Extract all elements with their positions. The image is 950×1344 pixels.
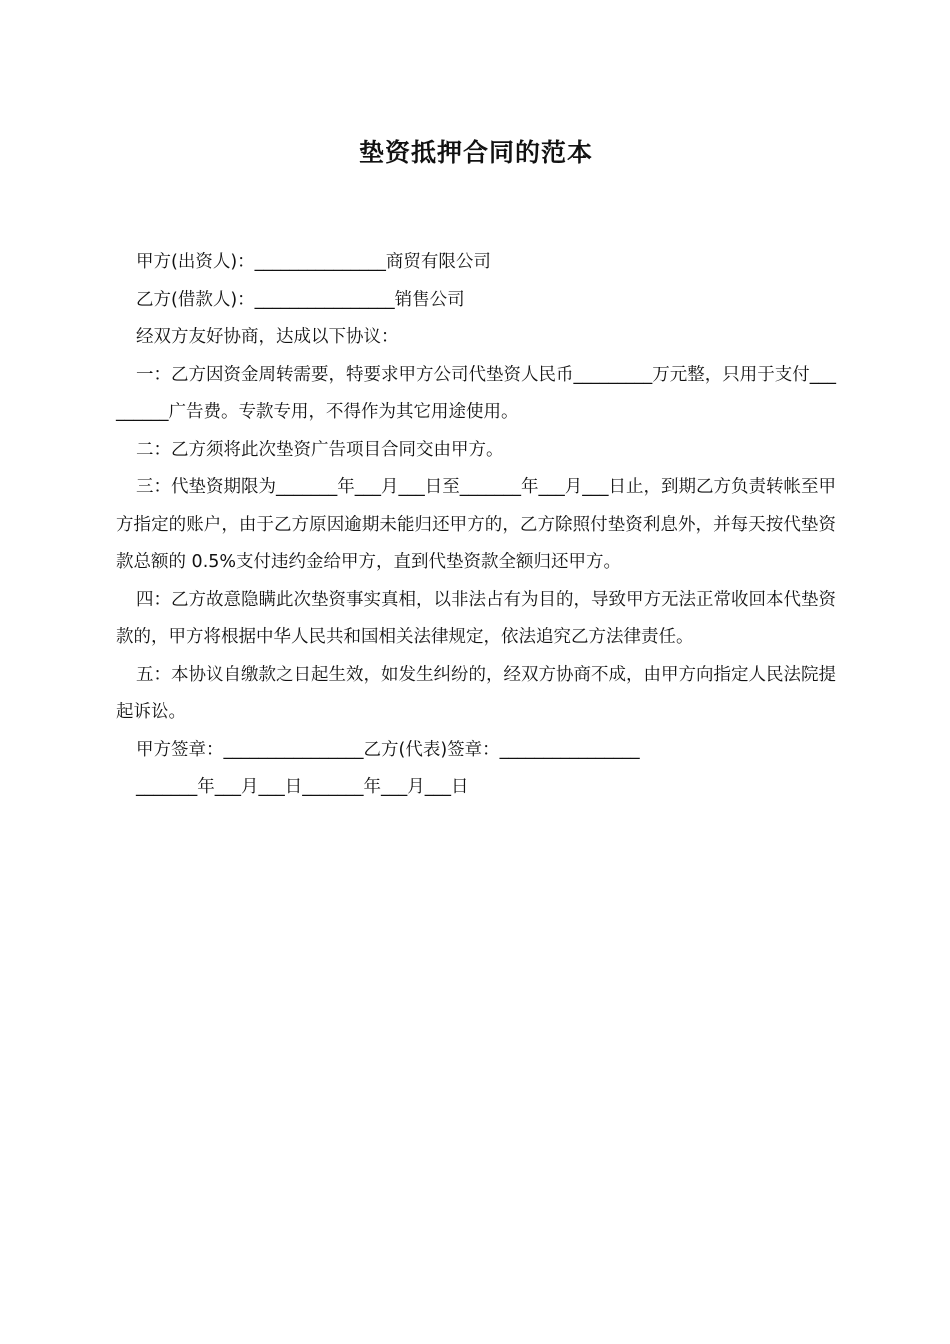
agreement-intro: 经双方友好协商，达成以下协议： (136, 327, 399, 347)
signature-line: 甲方签章：________________乙方(代表)签章：________________ (136, 739, 640, 760)
clause-4: 四：乙方故意隐瞒此次垫资事实真相，以非法占有为目的，导致甲方无法正常收回本代垫资款的，甲方将根据中华人民共和国相关法律规定，依法追究乙方法律责任。 (116, 589, 836, 647)
clause-3: 三：代垫资期限为_______年___月___日至_______年___月___日止，到期乙方负责转帐至甲方指定的账户，由于乙方原因逾期未能归还甲方的，乙方除照付垫资利息外，并每天按代垫资款总额的 0.5%支付违约金给甲方，直到代垫资款全额归还甲方。 (116, 477, 836, 572)
date-line: _______年___月___日_______年___月___日 (136, 777, 469, 797)
document-title: 垫资抵押合同的范本 (358, 138, 593, 167)
clause-2: 二：乙方须将此次垫资广告项目合同交由甲方。 (136, 439, 504, 460)
party-a-line: 甲方(出资人)：_______________商贸有限公司 (136, 252, 491, 272)
party-b-line: 乙方(借款人)：________________销售公司 (136, 289, 465, 310)
clause-5: 五：本协议自缴款之日起生效，如发生纠纷的，经双方协商不成，由甲方向指定人民法院提起诉讼。 (116, 664, 836, 722)
clause-1: 一：乙方因资金周转需要，特要求甲方公司代垫资人民币_________万元整，只用于支付_________广告费。专款专用，不得作为其它用途使用。 (116, 364, 836, 422)
document-body (116, 244, 836, 807)
